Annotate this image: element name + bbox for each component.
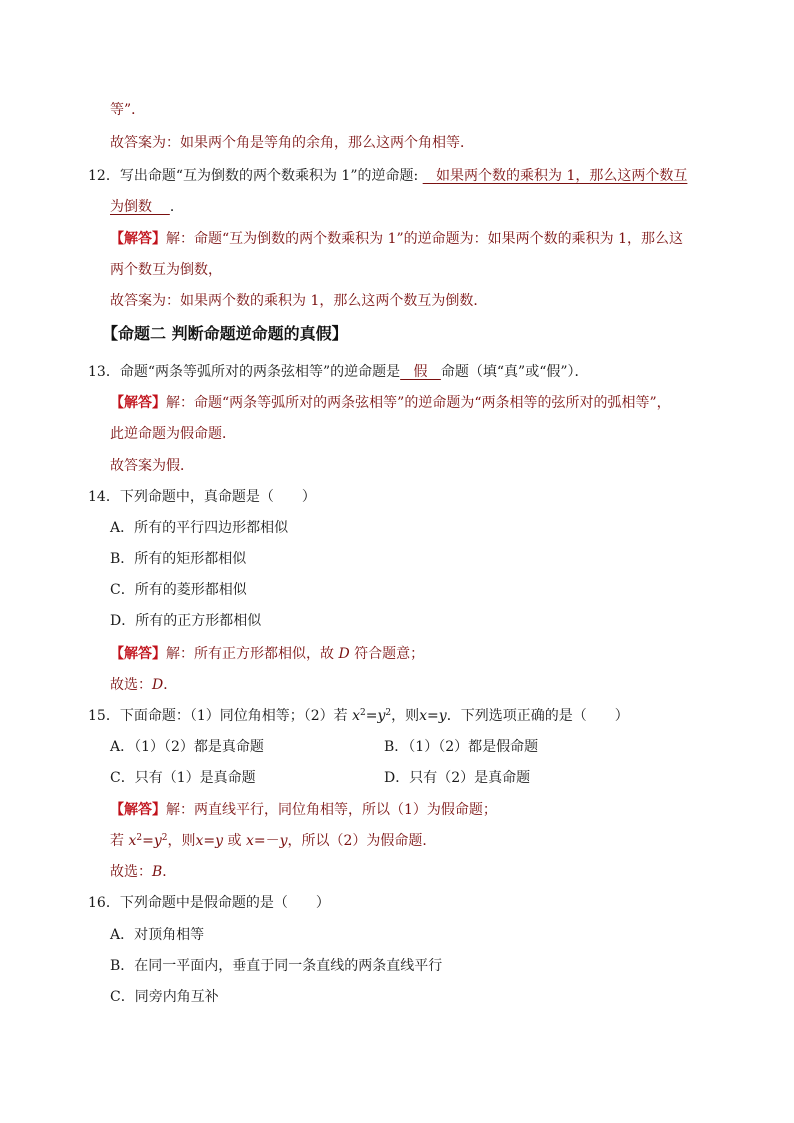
question-stem: 下列命题中是假命题的是（ ）: [119, 895, 330, 911]
solution-text: 解：命题“两条等弧所对的两条弦相等”的逆命题为“两条相等的弦所对的弧相等”，: [166, 395, 671, 411]
question-number: 14．: [88, 489, 120, 505]
question-12: [88, 166, 687, 186]
answer-blank: 如果两个数的乘积为 1，那么这两个数互: [436, 168, 688, 184]
prev-fragment: 等”．: [110, 102, 146, 118]
solution-12: [110, 229, 683, 249]
question-number: 13．: [88, 364, 120, 380]
answer-12: 故答案为：如果两个数的乘积为 1，那么这两个数互为倒数．: [110, 293, 488, 309]
question-number: 16．: [88, 895, 120, 911]
option-d: D．所有的正方形都相似: [110, 613, 262, 629]
question-number: 12．: [88, 168, 120, 184]
solution-12-cont: 两个数互为倒数，: [110, 262, 222, 278]
answer-14: 故选：D．: [110, 677, 178, 693]
solution-tag: 【解答】: [110, 802, 166, 818]
question-stem: 写出命题“互为倒数的两个数乘积为 1”的逆命题:: [119, 168, 419, 184]
question-13: 13．命题“两条等弧所对的两条弦相等”的逆命题是 假 命题（填“真”或“假”）．: [88, 364, 589, 380]
answer-blank: 假: [413, 364, 428, 380]
answer-15: 故选：B．: [110, 864, 177, 880]
solution-tag: 【解答】: [110, 395, 166, 411]
option-a: A．对顶角相等: [110, 927, 205, 943]
question-12-cont: 为倒数 ．: [110, 199, 184, 215]
option-c: C．所有的菱形都相似: [110, 582, 247, 598]
option-a: A．（1）（2）都是真命题: [110, 739, 264, 755]
option-c: C．只有（1）是真命题: [110, 770, 256, 786]
question-number: 15．: [88, 708, 120, 724]
option-b: B．在同一平面内，垂直于同一条直线的两条直线平行: [110, 958, 443, 974]
question-stem: 下列命题中，真命题是（ ）: [119, 489, 316, 505]
solution-text: 解：两直线平行，同位角相等，所以（1）为假命题；: [166, 802, 497, 818]
option-d: D．只有（2）是真命题: [384, 770, 531, 786]
solution-tag: 【解答】: [110, 231, 166, 247]
solution-13: [110, 393, 671, 413]
solution-text: 解：命题“互为倒数的两个数乘积为 1”的逆命题为：如果两个数的乘积为 1，那么这: [166, 231, 684, 247]
question-15: 15．下面命题：（1）同位角相等；（2）若 $x^2=y^2$，则x=y．下列选项正确的是（ ）: [88, 708, 629, 724]
answer-blank: 为倒数: [110, 199, 152, 215]
option-a: A．所有的平行四边形都相似: [110, 520, 289, 536]
solution-13-cont: 此逆命题为假命题．: [110, 426, 236, 442]
answer-13: 故答案为假．: [110, 458, 194, 474]
solution-15: [110, 800, 497, 820]
solution-15-cont: 若 $x^2=y^2$，则x=y 或 x=－y，所以（2）为假命题．: [110, 833, 437, 849]
solution-tag: 【解答】: [110, 646, 166, 662]
question-stem: 命题“两条等弧所对的两条弦相等”的逆命题是: [119, 364, 401, 380]
question-14: [88, 487, 316, 507]
option-b: B．（1）（2）都是假命题: [384, 739, 539, 755]
option-b: B．所有的矩形都相似: [110, 551, 247, 567]
option-c: C．同旁内角互补: [110, 989, 219, 1005]
prev-answer: 故答案为：如果两个角是等角的余角，那么这两个角相等．: [110, 135, 474, 151]
section-title: 【命题二 判断命题逆命题的真假】: [102, 324, 348, 343]
solution-14: 【解答】解：所有正方形都相似，故 D 符合题意；: [110, 646, 425, 662]
question-16: [88, 893, 330, 913]
